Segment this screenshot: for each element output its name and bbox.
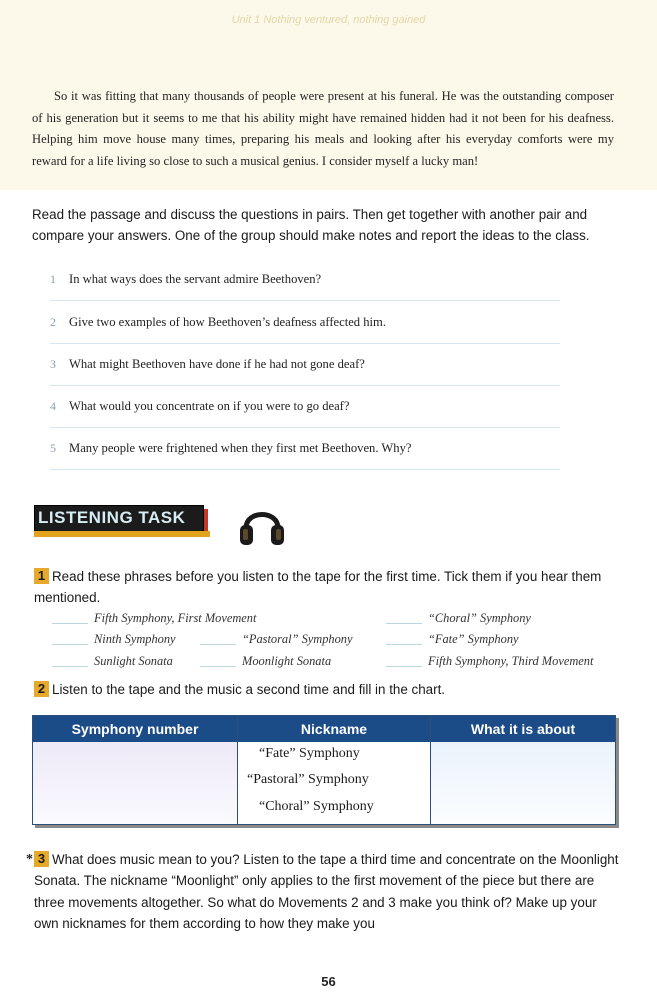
header-what-it-is-about: What it is about bbox=[470, 721, 576, 737]
reading-passage: So it was fitting that many thousands of people were present at his funeral. He was the outstanding composer of his generation but it seems to me that his ability might have remained hidden had it not been for his deafness. Helping him move house many times, preparing his meals and looking after his everyday comforts were my reward for a life living so close to such a musical genius. I consider myself a lucky man! bbox=[32, 89, 614, 168]
question-item bbox=[50, 399, 560, 428]
what-it-is-about-column[interactable] bbox=[430, 742, 615, 824]
question-number: 3 bbox=[50, 357, 56, 371]
tick-line bbox=[386, 666, 422, 667]
question-number: 2 bbox=[50, 315, 56, 329]
question-text: Many people were frightened when they first met Beethoven. Why? bbox=[69, 441, 412, 455]
question-number: 1 bbox=[50, 272, 56, 286]
column-divider bbox=[430, 716, 431, 824]
optional-task-star: * bbox=[26, 852, 33, 867]
nickname-cell: “Choral” Symphony bbox=[259, 799, 374, 814]
page-number: 56 bbox=[321, 974, 336, 989]
phrase-text: “Fate” Symphony bbox=[428, 632, 519, 646]
question-text: Give two examples of how Beethoven’s deafness affected him. bbox=[69, 315, 386, 329]
phrase-text: “Pastoral” Symphony bbox=[242, 632, 353, 646]
symphony-chart bbox=[32, 715, 616, 825]
task-number-badge: 3 bbox=[34, 851, 49, 867]
question-text: What would you concentrate on if you were to go deaf? bbox=[69, 399, 350, 413]
question-item bbox=[50, 441, 560, 470]
nickname-cell: “Fate” Symphony bbox=[259, 746, 360, 761]
question-item bbox=[50, 272, 560, 301]
header-symphony-number: Symphony number bbox=[71, 721, 199, 737]
question-number: 4 bbox=[50, 399, 56, 413]
section-title: LISTENING TASK bbox=[38, 508, 186, 527]
task3-text: What does music mean to you? Listen to the tape a third time and concentrate on the Moonlight Sonata. The nickname “Moonlight” only applies to the first movement of the piece but there are three movements altogether. So what do Movements 2 and 3 make you think of? Make up your own nicknames for them according to how they make you bbox=[34, 852, 619, 932]
symphony-number-column[interactable] bbox=[33, 742, 237, 824]
headphones-icon bbox=[236, 498, 288, 550]
phrase-text: Sunlight Sonata bbox=[94, 654, 173, 668]
phrase-text: “Choral” Symphony bbox=[428, 611, 531, 625]
question-number: 5 bbox=[50, 441, 56, 455]
tick-line bbox=[386, 623, 422, 624]
question-text: What might Beethoven have done if he had not gone deaf? bbox=[69, 357, 365, 371]
question-item bbox=[50, 315, 560, 344]
discussion-instruction: Read the passage and discuss the questions in pairs. Then get together with another pair and compare your answers. One of the group should make notes and report the ideas to the class. bbox=[32, 207, 590, 244]
tick-line bbox=[52, 644, 88, 645]
column-divider bbox=[237, 716, 238, 824]
task3-instruction bbox=[34, 849, 619, 935]
task1-instruction bbox=[34, 566, 619, 609]
tick-line bbox=[52, 623, 88, 624]
task-number-badge: 1 bbox=[34, 568, 49, 584]
listening-task-banner bbox=[34, 505, 210, 537]
unit-header: Unit 1 Nothing ventured, nothing gained bbox=[231, 14, 426, 26]
tick-line bbox=[52, 666, 88, 667]
phrase-text: Fifth Symphony, Third Movement bbox=[428, 654, 594, 668]
tick-line bbox=[386, 644, 422, 645]
task-number-badge: 2 bbox=[34, 681, 49, 697]
task2-text: Listen to the tape and the music a second time and fill in the chart. bbox=[52, 682, 446, 697]
phrase-text: Ninth Symphony bbox=[94, 632, 176, 646]
task1-text: Read these phrases before you listen to the tape for the first time. Tick them if you hear them mentioned. bbox=[34, 569, 602, 606]
task2-instruction bbox=[34, 679, 619, 700]
phrase-text: Fifth Symphony, First Movement bbox=[94, 611, 257, 625]
question-item bbox=[50, 357, 560, 386]
question-text: In what ways does the servant admire Beethoven? bbox=[69, 272, 322, 286]
nickname-cell: “Pastoral” Symphony bbox=[247, 772, 369, 787]
tick-line bbox=[200, 666, 236, 667]
banner-underline bbox=[34, 531, 210, 537]
phrase-text: Moonlight Sonata bbox=[242, 654, 332, 668]
header-nickname: Nickname bbox=[300, 721, 368, 737]
tick-line bbox=[200, 644, 236, 645]
